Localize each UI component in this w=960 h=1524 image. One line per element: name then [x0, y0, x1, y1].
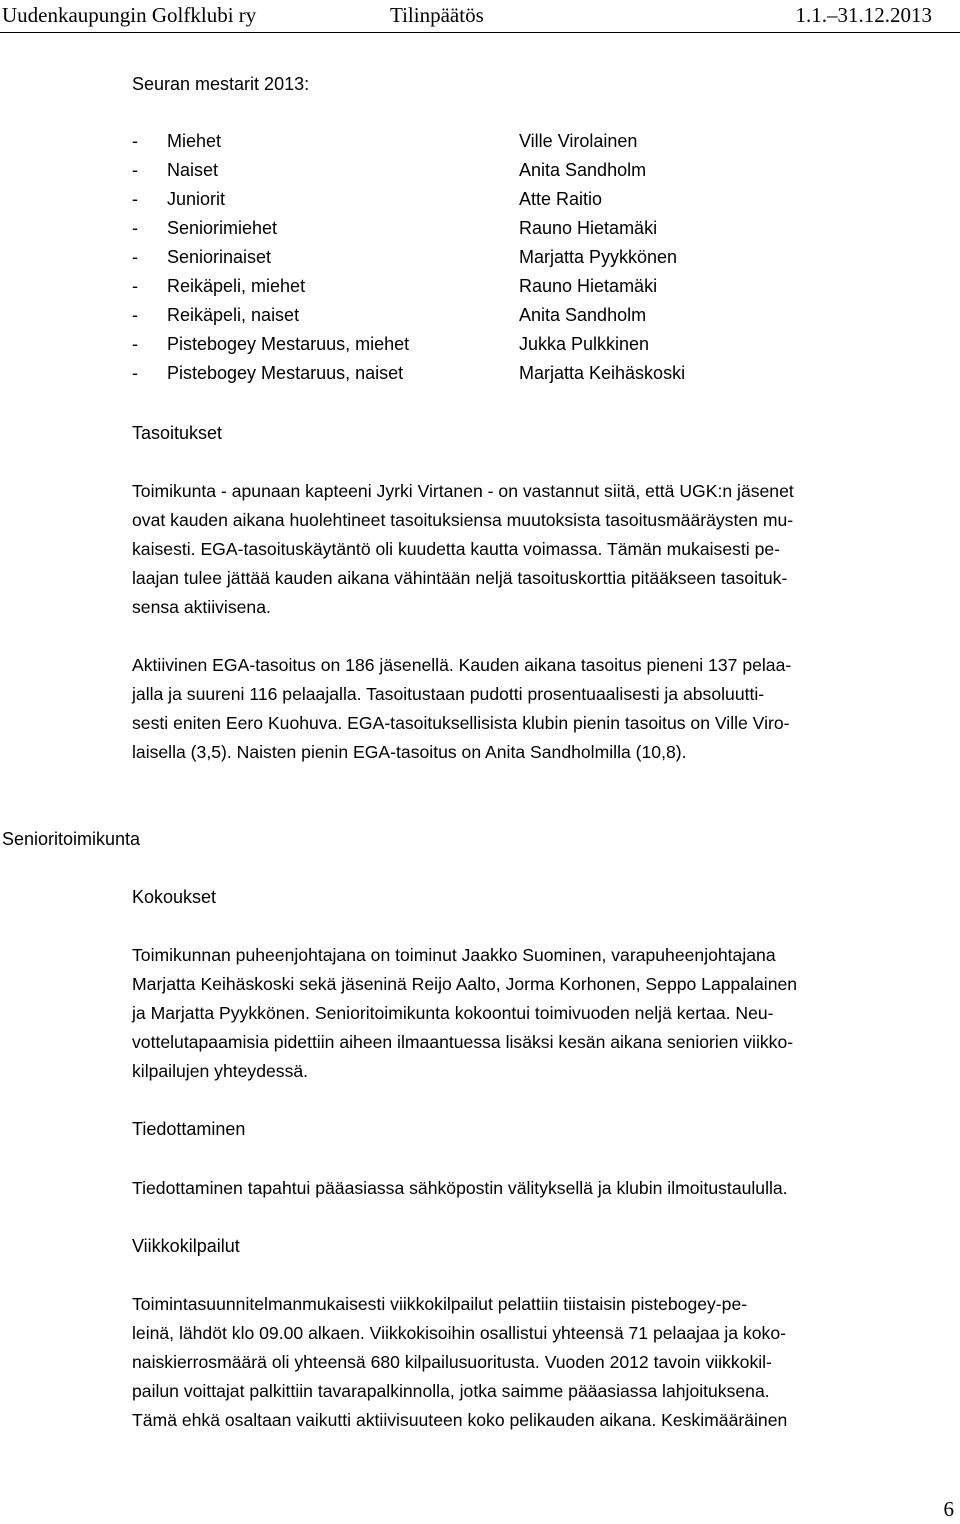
tasoitukset-heading: Tasoitukset: [132, 423, 223, 443]
page-header: [0, 0, 960, 38]
text-line: ja Marjatta Pyykkönen. Senioritoimikunta kokoontui toimivuoden neljä kertaa. Neu-: [132, 1003, 774, 1023]
text-line: Aktiivinen EGA-tasoitus on 186 jäsenellä. Kauden aikana tasoitus pieneni 137 pelaa-: [132, 655, 792, 675]
text-line: Toimintasuunnitelmanmukaisesti viikkokilpailut pelattiin tiistaisin pistebogey-pe-: [132, 1294, 748, 1314]
list-dash: -: [132, 276, 138, 296]
viikkokilpailut-paragraph: [132, 1290, 787, 1435]
champions-heading: Seuran mestarit 2013:: [132, 74, 310, 94]
text-line: Marjatta Keihäskoski sekä jäseninä Reijo Aalto, Jorma Korhonen, Seppo Lappalainen: [132, 974, 798, 994]
tasoitukset-paragraph-1: [132, 477, 794, 622]
champion-category: Miehet: [167, 131, 222, 151]
text-line: kaisesti. EGA-tasoituskäytäntö oli kuudetta kautta voimassa. Tämän mukaisesti pe-: [132, 539, 781, 559]
champion-name: Atte Raitio: [519, 189, 603, 209]
text-line: leinä, lähdöt klo 09.00 alkaen. Viikkokisoihin osallistui yhteensä 71 pelaajaa ja koko-: [132, 1323, 786, 1343]
champion-category: Reikäpeli, naiset: [167, 305, 300, 325]
tiedottaminen-heading: Tiedottaminen: [132, 1119, 246, 1139]
text-line: vottelutapaamisia pidettiin aiheen ilmaantuessa lisäksi kesän aikana seniorien viikko-: [132, 1032, 794, 1052]
page-number: 6: [943, 1497, 954, 1521]
list-dash: -: [132, 334, 138, 354]
list-dash: -: [132, 160, 138, 180]
text-line: pailun voittajat palkittiin tavarapalkinnolla, jotka saimme pääasiassa lahjoituksena.: [132, 1381, 770, 1401]
champion-name: Anita Sandholm: [519, 305, 647, 325]
list-dash: -: [132, 218, 138, 238]
text-line: laisella (3,5). Naisten pienin EGA-tasoitus on Anita Sandholmilla (10,8).: [132, 742, 687, 762]
header-organization: Uudenkaupungin Golfklubi ry: [2, 3, 257, 27]
viikkokilpailut-heading: Viikkokilpailut: [132, 1236, 240, 1256]
tasoitukset-paragraph-2: [132, 651, 791, 767]
text-line: naiskierrosmäärä oli yhteensä 680 kilpailusuoritusta. Vuoden 2012 tavoin viikkokil-: [132, 1352, 772, 1372]
text-line: Toimikunnan puheenjohtajana on toiminut Jaakko Suominen, varapuheenjohtajana: [132, 945, 776, 965]
text-line: sensa aktiivisena.: [132, 597, 271, 617]
list-dash: -: [132, 363, 138, 383]
senioritoimikunta-heading: Senioritoimikunta: [2, 829, 141, 849]
list-dash: -: [132, 131, 138, 151]
list-dash: -: [132, 189, 138, 209]
champion-category: Pistebogey Mestaruus, miehet: [167, 334, 410, 354]
header-rule: [0, 32, 960, 33]
text-line: jalla ja suureni 116 pelaajalla. Tasoitustaan pudotti prosentuaalisesti ja absoluutti-: [132, 684, 765, 704]
champion-category: Seniorinaiset: [167, 247, 272, 267]
text-line: sesti eniten Eero Kuohuva. EGA-tasoituksellisista klubin pienin tasoitus on Ville Viro-: [132, 713, 790, 733]
champion-category: Juniorit: [167, 189, 226, 209]
text-line: Tämä ehkä osaltaan vaikutti aktiivisuuteen koko pelikauden aikana. Keskimääräinen: [132, 1410, 788, 1430]
kokoukset-heading: Kokoukset: [132, 887, 217, 907]
champion-category: Pistebogey Mestaruus, naiset: [167, 363, 404, 383]
text-line: laajan tulee jättää kauden aikana vähintään neljä tasoituskorttia pitääkseen tasoituk-: [132, 568, 788, 588]
champion-name: Rauno Hietamäki: [519, 276, 658, 296]
text-line: kilpailujen yhteydessä.: [132, 1061, 309, 1081]
header-period: 1.1.–31.12.2013: [795, 3, 932, 27]
list-dash: -: [132, 305, 138, 325]
champion-name: Ville Virolainen: [519, 131, 638, 151]
champion-category: Naiset: [167, 160, 219, 180]
champion-name: Rauno Hietamäki: [519, 218, 658, 238]
text-line: ovat kauden aikana huolehtineet tasoituksiensa muutoksista tasoitusmääräysten mu-: [132, 510, 794, 530]
champion-name: Marjatta Keihäskoski: [519, 363, 686, 383]
header-document-title: Tilinpäätös: [390, 3, 484, 27]
tiedottaminen-paragraph: [132, 1174, 788, 1203]
kokoukset-paragraph: [132, 941, 797, 1086]
champion-category: Seniorimiehet: [167, 218, 278, 238]
list-dash: -: [132, 247, 138, 267]
champion-name: Jukka Pulkkinen: [519, 334, 650, 354]
champion-name: Marjatta Pyykkönen: [519, 247, 678, 267]
champion-name: Anita Sandholm: [519, 160, 647, 180]
text-line: Toimikunta - apunaan kapteeni Jyrki Virtanen - on vastannut siitä, että UGK:n jäsenet: [132, 481, 794, 501]
champion-category: Reikäpeli, miehet: [167, 276, 306, 296]
text-line: Tiedottaminen tapahtui pääasiassa sähköpostin välityksellä ja klubin ilmoitustaululla.: [132, 1178, 788, 1198]
